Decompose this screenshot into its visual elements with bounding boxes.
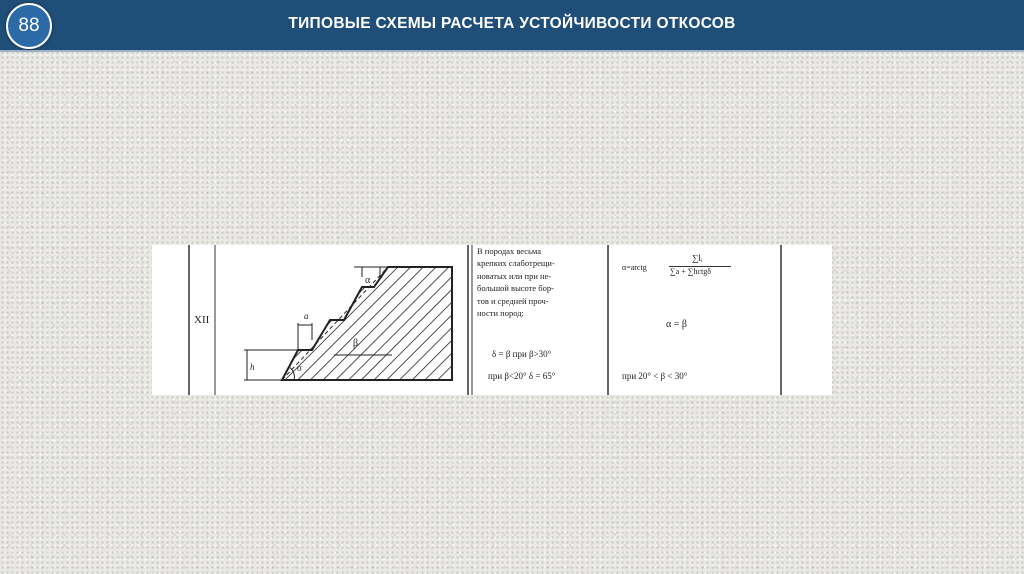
formula-denominator: ∑a + ∑hctgδ <box>670 267 712 276</box>
beta-label: β <box>353 338 359 349</box>
a-label: a <box>304 311 309 321</box>
scanned-table-fragment <box>152 245 832 395</box>
condition-1: δ = β при β>30° <box>492 349 552 359</box>
h-label: h <box>250 362 255 372</box>
formula-lhs: α=arctg <box>622 263 647 272</box>
page-title: ТИПОВЫЕ СХЕМЫ РАСЧЕТА УСТОЙЧИВОСТИ ОТКОСОВ <box>288 15 736 32</box>
alpha-equals-beta: α = β <box>666 319 687 330</box>
formula-numerator: ∑lᵢ <box>692 253 703 263</box>
alpha-label: α <box>365 275 371 286</box>
range-condition: при 20° < β < 30° <box>622 371 688 381</box>
angle-formula <box>622 253 732 283</box>
page-number-badge: 88 <box>6 3 52 49</box>
condition-2: при β<20° δ = 65° <box>488 371 556 381</box>
sigma-label: σ <box>297 363 302 373</box>
title-bar <box>0 0 1024 52</box>
row-number: XII <box>194 314 210 326</box>
conditions-text: В породах весьма крепких слаботрещи- новатых или при не- большой высоте бор- тов и средней проч- ности пород: <box>477 246 555 319</box>
